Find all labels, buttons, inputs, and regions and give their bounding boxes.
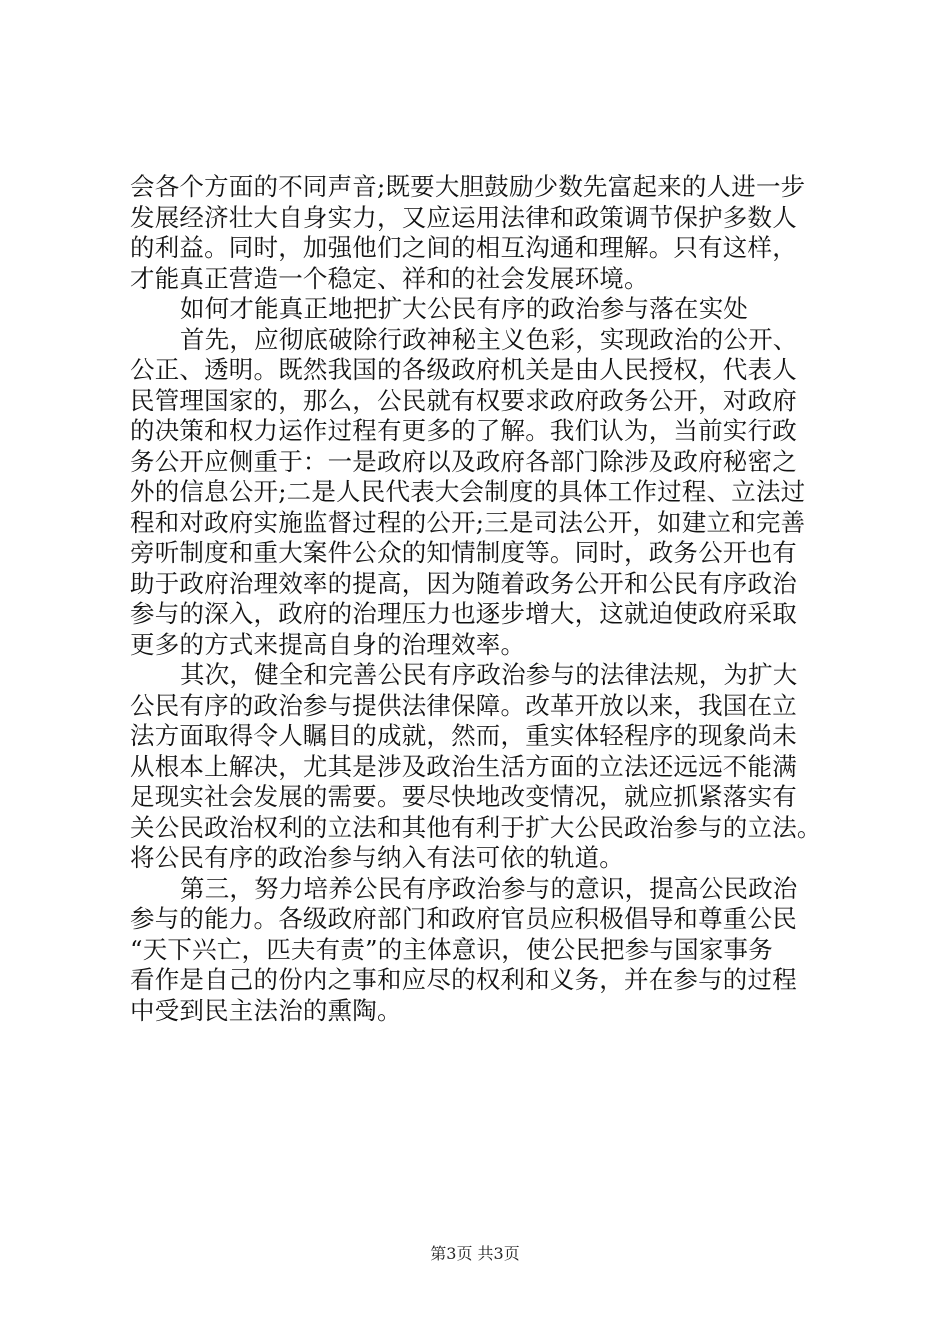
- text-line: 参与的能力。各级政府部门和政府官员应积极倡导和尊重公民: [130, 904, 797, 933]
- text-line: 公正、透明。既然我国的各级政府机关是由人民授权，代表人: [130, 355, 797, 384]
- text-line: 才能真正营造一个稳定、祥和的社会发展环境。: [130, 263, 649, 293]
- text-line: 发展经济壮大自身实力，又应运用法律和政策调节保护多数人: [130, 202, 797, 232]
- text-line: 看作是自己的份内之事和应尽的权利和义务，并在参与的过程: [130, 965, 797, 994]
- text-line: 首先，应彻底破除行政神秘主义色彩，实现政治的公开、: [180, 324, 798, 354]
- text-line: 程和对政府实施监督过程的公开;三是司法公开，如建立和完善: [130, 507, 806, 537]
- text-line: 关公民政治权利的立法和其他有利于扩大公民政治参与的立法。: [130, 812, 822, 842]
- text-line: 会各个方面的不同声音;既要大胆鼓励少数先富起来的人进一步: [130, 172, 806, 201]
- text-line: “天下兴亡，匹夫有责”的主体意识，使公民把参与国家事务: [130, 934, 773, 964]
- text-line: 的利益。同时，加强他们之间的相互沟通和理解。只有这样，: [130, 233, 797, 262]
- text-line: 务公开应侧重于：一是政府以及政府各部门除涉及政府秘密之: [130, 446, 797, 476]
- text-line: 将公民有序的政治参与纳入有法可依的轨道。: [130, 843, 624, 872]
- text-line: 更多的方式来提高自身的治理效率。: [130, 629, 526, 659]
- text-line: 如何才能真正地把扩大公民有序的政治参与落在实处: [180, 294, 749, 323]
- text-line: 法方面取得令人瞩目的成就，然而，重实体轻程序的现象尚未: [130, 721, 797, 750]
- text-line: 足现实社会发展的需要。要尽快地改变情况，就应抓紧落实有: [130, 782, 797, 811]
- text-line: 其次，健全和完善公民有序政治参与的法律法规，为扩大: [180, 660, 798, 689]
- text-line: 第三，努力培养公民有序政治参与的意识，提高公民政治: [180, 873, 798, 903]
- text-line: 外的信息公开;二是人民代表大会制度的具体工作过程、立法过: [130, 477, 806, 506]
- text-line: 从根本上解决，尤其是涉及政治生活方面的立法还远远不能满: [130, 751, 797, 781]
- text-line: 的决策和权力运作过程有更多的了解。我们认为，当前实行政: [130, 416, 797, 445]
- text-line: 中受到民主法治的熏陶。: [130, 995, 402, 1025]
- page-footer: 第3页 共3页: [430, 1244, 520, 1263]
- body-text: [130, 172, 830, 1026]
- text-line: 民管理国家的，那么，公民就有权要求政府政务公开，对政府: [130, 385, 797, 415]
- text-line: 助于政府治理效率的提高，因为随着政务公开和公民有序政治: [130, 568, 797, 598]
- text-line: 参与的深入，政府的治理压力也逐步增大，这就迫使政府采取: [130, 599, 797, 628]
- text-line: 公民有序的政治参与提供法律保障。改革开放以来，我国在立: [130, 690, 797, 720]
- text-line: 旁听制度和重大案件公众的知情制度等。同时，政务公开也有: [130, 538, 797, 567]
